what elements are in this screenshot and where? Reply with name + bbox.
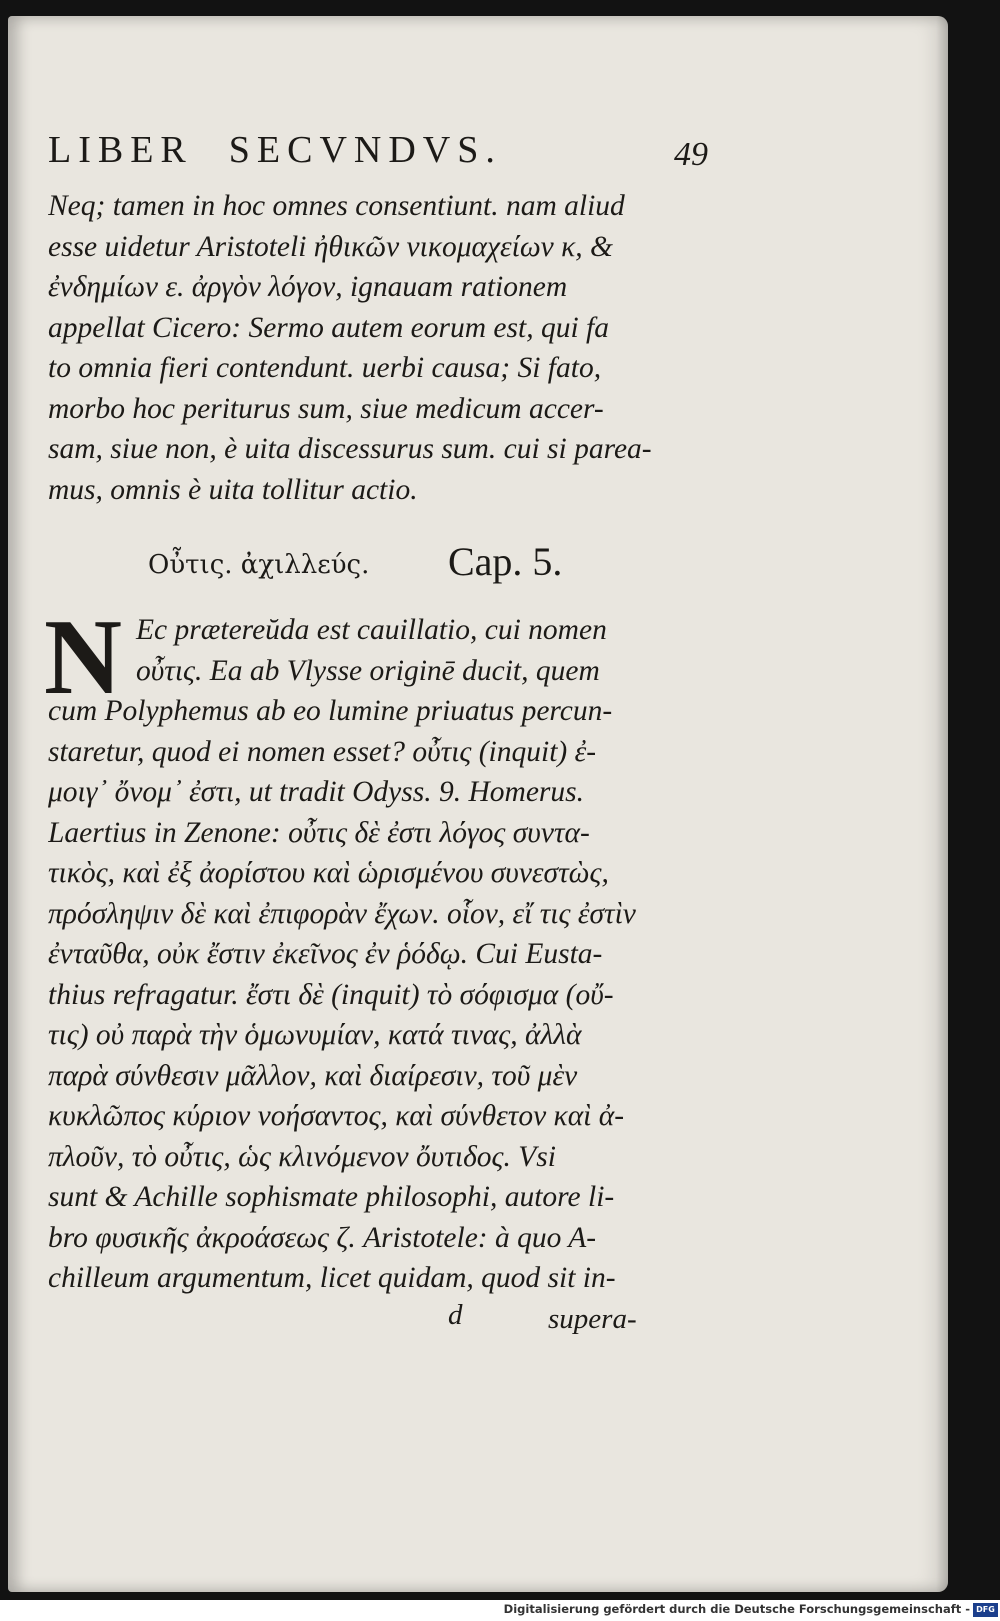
text-line: τικὸς, καὶ ἐξ ἀορίστου καὶ ὡρισμένου συνεστὼς, [48, 857, 609, 889]
text-line: esse uidetur Aristoteli ἠθικῶν νικομαχείων κ, & [48, 230, 613, 263]
running-head-word-2: SECVNDVS. [228, 129, 502, 171]
text-line: παρὰ σύνθεσιν μᾶλλον, καὶ διαίρεσιν, τοῦ μὲν [48, 1059, 578, 1092]
text-line: chilleum argumentum, licet quidam, quod sit in- [48, 1262, 616, 1294]
text-line: morbo hoc periturus sum, siue medicum accer- [48, 392, 604, 425]
chapter-heading [48, 532, 708, 610]
text-line: bro φυσικῆς ἀκροάσεως ζ. Aristotele: à quo A- [48, 1221, 597, 1254]
chapter-title-greek: Οὖτις. ἀχιλλεύς. [148, 550, 370, 580]
chapter-body [44, 598, 708, 1299]
digitization-footer [0, 1600, 1000, 1621]
text-line: cum Polyphemus ab eo lumine priuatus percun- [48, 695, 613, 727]
paragraph-1 [48, 186, 708, 510]
running-head-title [48, 128, 502, 172]
catchword: supera- [548, 1302, 637, 1335]
page-number: 49 [674, 136, 708, 173]
text-line: ἐνδημίων ε. ἀργὸν λόγον, ignauam rationem [48, 271, 568, 303]
running-head-word-1: LIBER [48, 129, 193, 171]
drop-cap: N [44, 598, 122, 717]
text-line: Laertius in Zenone: οὖτις δὲ ἐστι λόγος συντα- [48, 816, 590, 849]
text-line: sunt & Achille sophismate philosophi, autore li- [48, 1181, 615, 1213]
text-line: to omnia fieri contendunt. uerbi causa; Si fato, [48, 352, 602, 384]
running-head [48, 128, 708, 186]
text-line: οὖτις. Ea ab Vlysse originē ducit, quem [136, 654, 600, 687]
footer-credit: Digitalisierung gefördert durch die Deutsche Forschungsgemeinschaft - [503, 1602, 970, 1616]
text-line: Ec prætereŭda est cauillatio, cui nomen [136, 614, 607, 646]
text-line: staretur, quod ei nomen esset? οὖτις (inquit) ἐ- [48, 735, 597, 768]
text-line: ἐνταῦθα, οὐκ ἔστιν ἐκεῖνος ἐν ῥόδῳ. Cui Eusta- [48, 938, 603, 970]
text-block [44, 128, 708, 1343]
book-page [8, 16, 948, 1592]
signature-mark: d [448, 1298, 463, 1331]
text-line: appellat Cicero: Sermo autem eorum est, qui fa [48, 311, 609, 344]
text-line: mus, omnis è uita tollitur actio. [48, 473, 418, 506]
dfg-logo-icon: DFG [973, 1603, 998, 1617]
text-line: μοιγ᾽ ὄνομ᾽ ἐστι, ut tradit Odyss. 9. Homerus. [48, 776, 585, 808]
text-line: thius refragatur. ἔστι δὲ (inquit) τὸ σόφισμα (οὔ- [48, 978, 614, 1011]
text-line: πρόσληψιν δὲ καὶ ἐπιφορὰν ἔχων. οἷον, εἴ τις ἐστὶν [48, 897, 636, 930]
text-line: κυκλῶπος κύριον νοήσαντος, καὶ σύνθετον καὶ ἀ- [48, 1100, 625, 1132]
chapter-number: Cap. 5. [448, 539, 563, 584]
text-line: sam, siue non, è uita discessurus sum. cui si parea- [48, 433, 652, 465]
text-line: τις) οὐ παρὰ τὴν ὁμωνυμίαν, κατά τινας, ἀλλὰ [48, 1019, 582, 1051]
catch-line [48, 1299, 708, 1343]
text-line: Neq; tamen in hoc omnes consentiunt. nam aliud [48, 190, 625, 222]
text-line: πλοῦν, τὸ οὖτις, ὡς κλινόμενον ὄυτιδος. Vsi [48, 1140, 556, 1173]
